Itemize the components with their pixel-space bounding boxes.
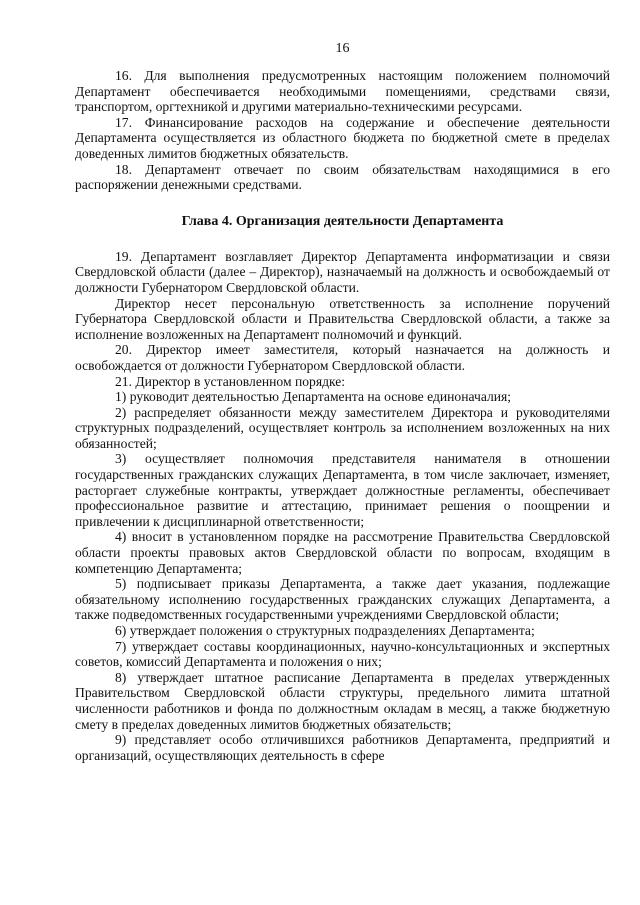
paragraph-17: 17. Финансирование расходов на содержание и обеспечение деятельности Департамента осуществляется из областного бюджета по бюджетной смете в пределах доведенных лимитов бюджетных обязательств.	[75, 114, 610, 161]
paragraph-18: 18. Департамент отвечает по своим обязательствам находящимися в его распоряжении денежными средствами.	[75, 161, 610, 193]
page-number: 16	[335, 41, 350, 56]
paragraph-19: 19. Департамент возглавляет Директор Департамента информатизации и связи Свердловской области (далее – Директор), назначаемый на должность и освобождаемый от должности Губернатором Свердловской области.	[75, 248, 610, 295]
paragraph-director-responsibility: Директор несет персональную ответственность за исполнение поручений Губернатора Свердловской области и Правительства Свердловской области, а также за исполнение возложенных на Департамент полномочий и функций.	[75, 295, 610, 342]
list-item-5: 5) подписывает приказы Департамента, а также дает указания, подлежащие обязательному исполнению государственных гражданских служащих Департамента, а также подведомственных государственными учреждениями Свердловской области;	[75, 576, 610, 623]
chapter-heading: Глава 4. Организация деятельности Департамента	[181, 213, 504, 229]
list-item-2: 2) распределяет обязанности между заместителем Директора и руководителями структурных подразделений, осуществляет контроль за исполнением возложенных на них обязанностей;	[75, 404, 610, 451]
paragraph-20: 20. Директор имеет заместителя, который назначается на должность и освобождается от должности Губернатором Свердловской области.	[75, 342, 610, 373]
list-item-7: 7) утверждает составы координационных, научно-консультационных и экспертных советов, комиссий Департамента и положения о них;	[75, 638, 610, 670]
list-item-6: 6) утверждает положения о структурных подразделениях Департамента;	[115, 623, 535, 638]
paragraph-21: 21. Директор в установленном порядке:	[115, 373, 346, 389]
list-item-9: 9) представляет особо отличившихся работников Департамента, предприятий и организаций, осуществляющих деятельность в сфере	[75, 732, 610, 763]
list-item-4: 4) вносит в установленном порядке на рассмотрение Правительства Свердловской области проекты правовых актов Свердловской области по вопросам, входящим в компетенцию Департамента;	[75, 529, 610, 576]
list-item-1: 1) руководит деятельностью Департамента на основе единоначалия;	[115, 389, 512, 405]
list-item-3: 3) осуществляет полномочия представителя нанимателя в отношении государственных гражданских служащих Департамента, в том числе заключает, изменяет, расторгает служебные контракты, утверждает должностные регламенты, обеспечивает профессиональное развитие и аттестацию, принимает решения о поощрении и привлечении к дисциплинарной ответственности;	[75, 451, 610, 529]
document-page	[75, 40, 610, 763]
list-item-8: 8) утверждает штатное расписание Департамента в пределах утвержденных Правительством Свердловской области структуры, предельного лимита штатной численности работников и фонда по должностным окладам в месяц, а также бюджетную смету в пределах доведенных лимитов бюджетных обязательств;	[75, 669, 610, 732]
paragraph-16: 16. Для выполнения предусмотренных настоящим положением полномочий Департамент обеспечивается необходимыми помещениями, средствами связи, транспортом, оргтехникой и другими материально-техническими ресурсами.	[75, 68, 610, 115]
